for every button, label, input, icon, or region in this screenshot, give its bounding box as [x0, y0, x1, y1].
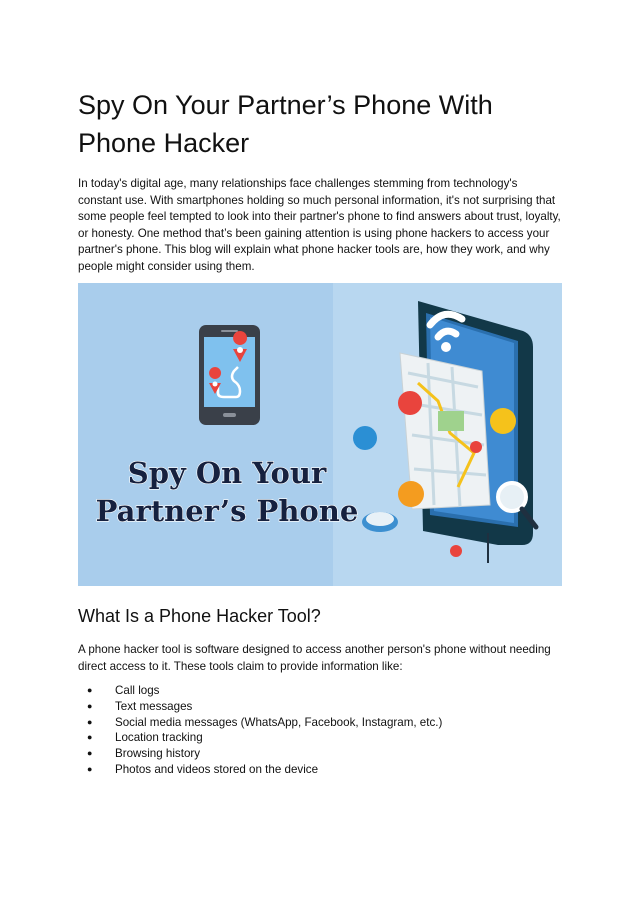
- feature-list: [78, 683, 442, 778]
- list-item: ● Browsing history: [78, 746, 442, 762]
- intro-paragraph: In today's digital age, many relationships face challenges stemming from technology's constant use. With smartphones holding so much personal information, it's not surprising that some people feel tempted to look into their partner's phone to find answers about trust, loyalty, or honesty. One method that’s been gaining attention is using phone hackers to access your partner's phone. This blog will explain what phone hacker tools are, how they work, and why people might consider using them.: [78, 177, 561, 273]
- small-phone-icon: [199, 325, 260, 425]
- list-item: ● Call logs: [78, 683, 442, 699]
- list-item: ● Photos and videos stored on the device: [78, 762, 442, 778]
- list-item: ● Text messages: [78, 699, 442, 715]
- hero-text-line2: Partner’s Phone: [95, 494, 359, 528]
- section-heading: What Is a Phone Hacker Tool?: [78, 606, 321, 626]
- list-item: ● Location tracking: [78, 730, 442, 746]
- hero-text-line1: Spy On Your: [127, 456, 327, 490]
- section-paragraph: A phone hacker tool is software designed to access another person's phone without needing direct access to it. These tools claim to provide information like:: [78, 643, 551, 673]
- page-title: Spy On Your Partner’s Phone With Phone Hacker: [78, 90, 493, 158]
- list-item: ● Social media messages (WhatsApp, Facebook, Instagram, etc.): [78, 715, 442, 731]
- hero-image: [78, 283, 562, 586]
